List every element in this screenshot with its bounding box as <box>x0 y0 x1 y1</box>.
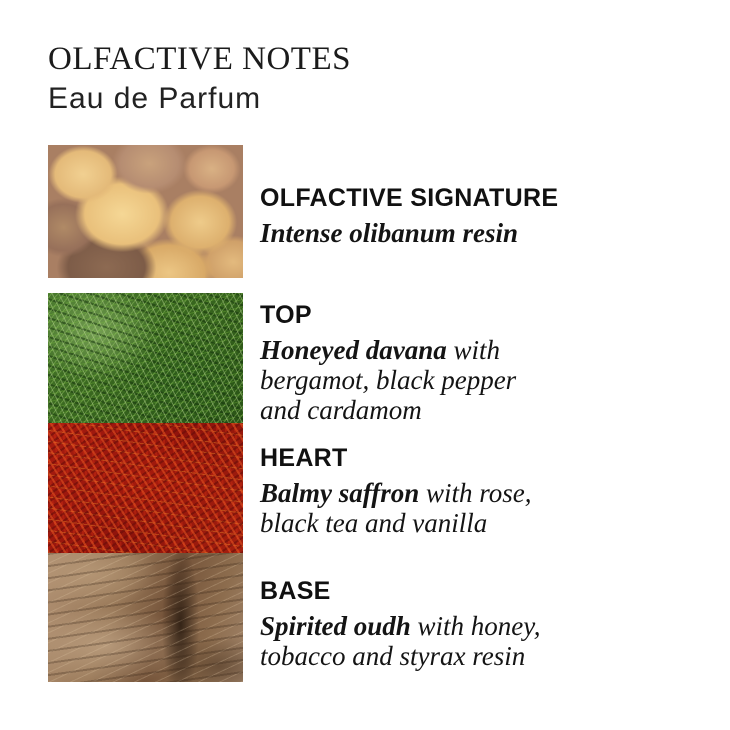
section-olfactive-signature <box>260 184 558 248</box>
note-detail: with <box>446 335 500 365</box>
note-lead: Intense olibanum resin <box>260 218 519 248</box>
note-detail: with rose, <box>419 478 532 508</box>
description-line <box>260 395 516 425</box>
section-top-notes <box>260 301 516 425</box>
oudh-bark-photo <box>48 553 243 682</box>
section-base-notes <box>260 577 541 671</box>
description-line <box>260 641 541 671</box>
section-heading: TOP <box>260 301 312 329</box>
section-heading: OLFACTIVE SIGNATURE <box>260 184 559 212</box>
page-subtitle: Eau de Parfum <box>48 82 262 115</box>
note-detail: and cardamom <box>260 395 422 425</box>
description-line <box>260 218 558 248</box>
section-heading: HEART <box>260 444 348 472</box>
description-line <box>260 335 516 365</box>
description-line <box>260 508 532 538</box>
davana-herb-photo <box>48 293 243 423</box>
note-lead: Balmy saffron <box>260 478 420 508</box>
page-title: OLFACTIVE NOTES <box>48 41 351 77</box>
note-detail: tobacco and styrax resin <box>260 641 526 671</box>
section-heading: BASE <box>260 577 331 605</box>
note-detail: with honey, <box>410 611 541 641</box>
saffron-threads-photo <box>48 423 243 553</box>
note-detail: black tea and vanilla <box>260 508 488 538</box>
section-heart-notes <box>260 444 532 538</box>
note-detail: bergamot, black pepper <box>260 365 517 395</box>
description-line <box>260 365 516 395</box>
description-line <box>260 611 541 641</box>
description-line <box>260 478 532 508</box>
olibanum-resin-photo <box>48 145 243 278</box>
note-lead: Honeyed davana <box>260 335 447 365</box>
note-lead: Spirited oudh <box>260 611 411 641</box>
